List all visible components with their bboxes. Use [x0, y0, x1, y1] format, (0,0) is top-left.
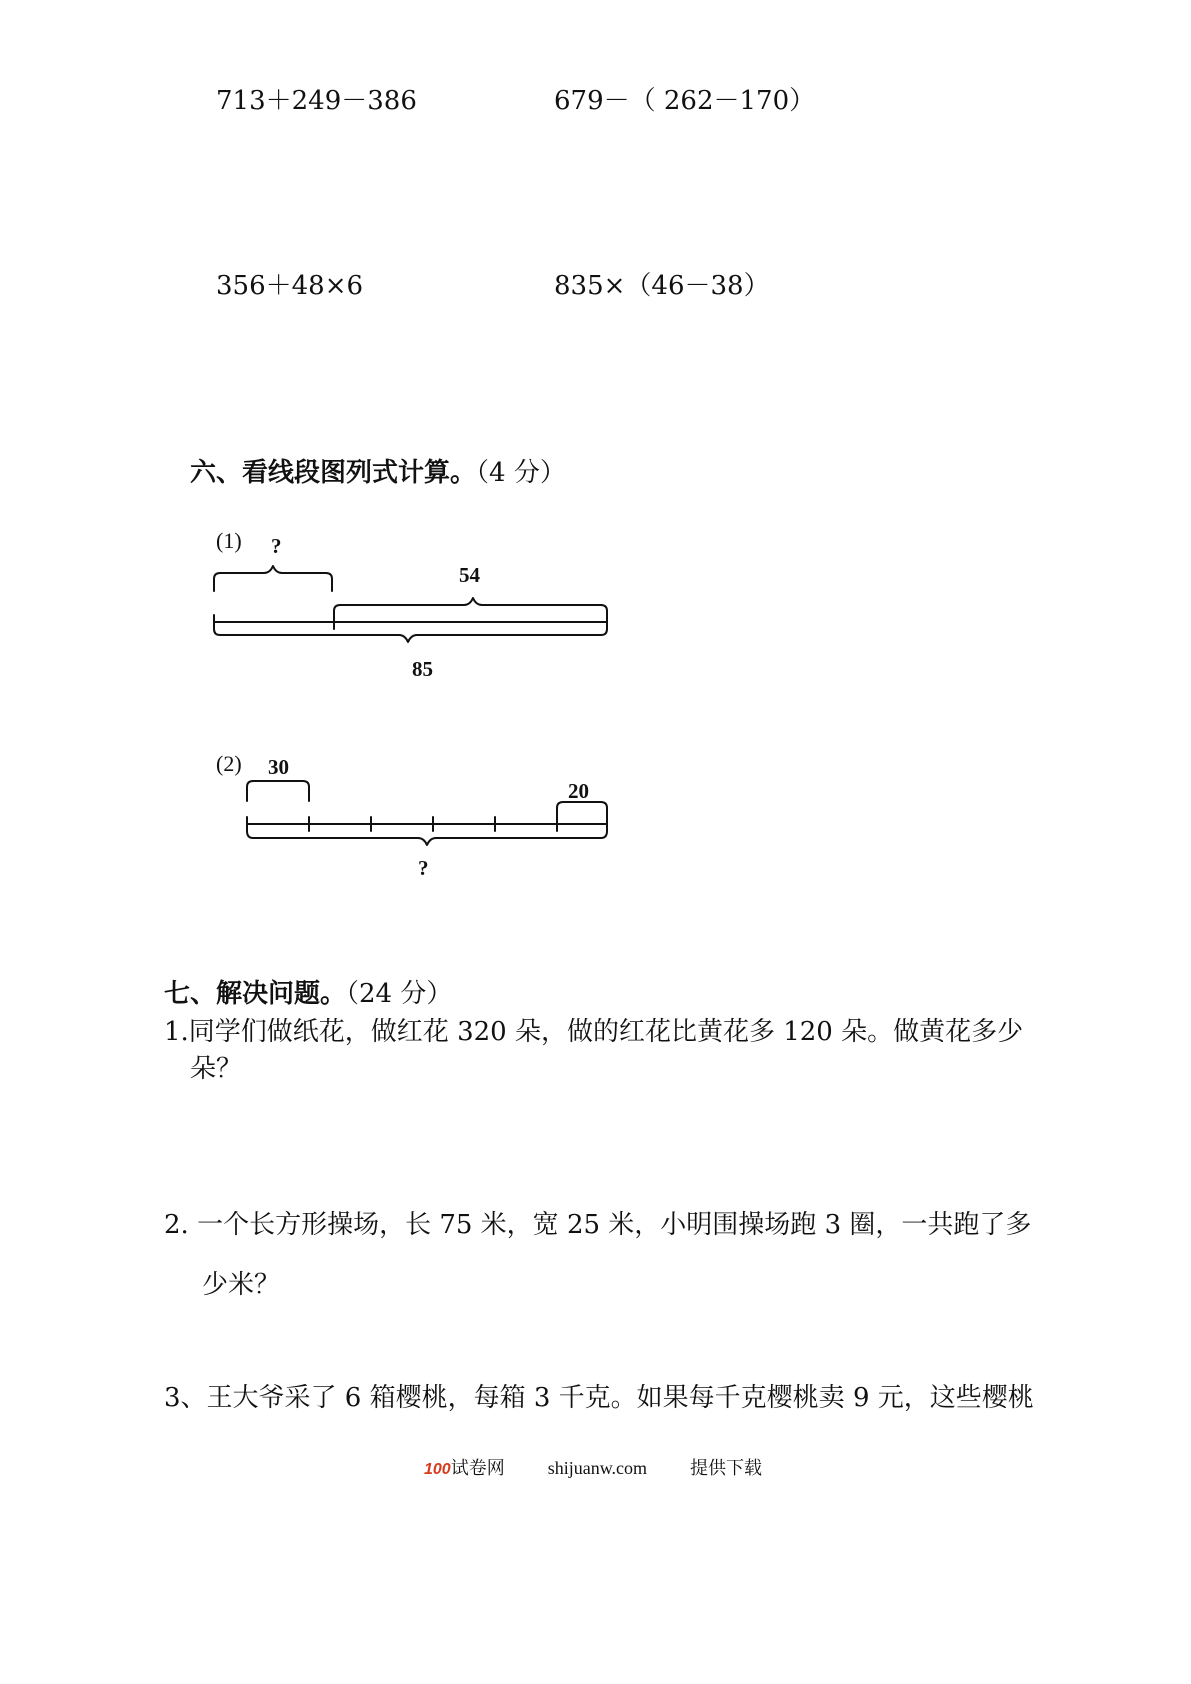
- diagram-2-total-label: ?: [418, 856, 429, 880]
- question-1-line-2: 朵？: [190, 1054, 243, 1084]
- footer-note: 提供下载: [690, 1458, 763, 1478]
- diagram-2-right-label: 20: [568, 779, 589, 803]
- diagram-2-left-label: 30: [268, 755, 289, 779]
- diagram-2-brace-top-left: [247, 781, 309, 801]
- footer-url[interactable]: shijuanw.com: [547, 1458, 648, 1478]
- section-7-score: （24 分）: [346, 979, 453, 1009]
- footer: [424, 1454, 762, 1480]
- diagram-1-top-left-label: ?: [271, 534, 282, 558]
- expression-2: 679－（ 262－170）: [554, 86, 816, 116]
- diagram-1-index: (1): [216, 528, 242, 553]
- section-6-title: 六、看线段图列式计算。: [190, 458, 477, 488]
- question-3-line-1: 3、王大爷采了 6 箱樱桃，每箱 3 千克。如果每千克樱桃卖 9 元，这些樱桃: [164, 1383, 1034, 1413]
- diagram-1-segment: [214, 615, 607, 629]
- expression-4: 835×（46－38）: [554, 271, 770, 301]
- question-1-line-1: 1.同学们做纸花，做红花 320 朵，做的红花比黄花多 120 朵。做黄花多少: [164, 1017, 1024, 1047]
- question-2-line-1: 2. 一个长方形操场，长 75 米，宽 25 米，小明围操场跑 3 圈，一共跑了多: [164, 1210, 1032, 1240]
- diagram-1-total-label: 85: [412, 657, 433, 681]
- diagram-1-brace-bottom: [214, 629, 607, 642]
- site-logo-icon: 100: [424, 1461, 451, 1478]
- diagram-2-segment: [247, 817, 607, 831]
- section-7-heading: [164, 973, 452, 1010]
- diagram-2-brace-top-right: [557, 802, 607, 824]
- diagram-1-brace-top-right: [334, 598, 607, 622]
- section-7-title: 七、解决问题。: [164, 979, 347, 1009]
- expression-3: 356＋48×6: [216, 271, 364, 301]
- question-2-line-2: 少米？: [202, 1270, 281, 1300]
- diagram-1-brace-top-left: [214, 566, 332, 591]
- diagram-2-index: (2): [216, 751, 242, 776]
- diagram-2-brace-bottom: [247, 831, 607, 845]
- section-6-score: （4 分）: [476, 458, 566, 488]
- diagram-1-top-right-label: 54: [459, 563, 480, 587]
- footer-site-name: 试卷网: [450, 1458, 505, 1478]
- expression-1: 713＋249－386: [216, 86, 417, 116]
